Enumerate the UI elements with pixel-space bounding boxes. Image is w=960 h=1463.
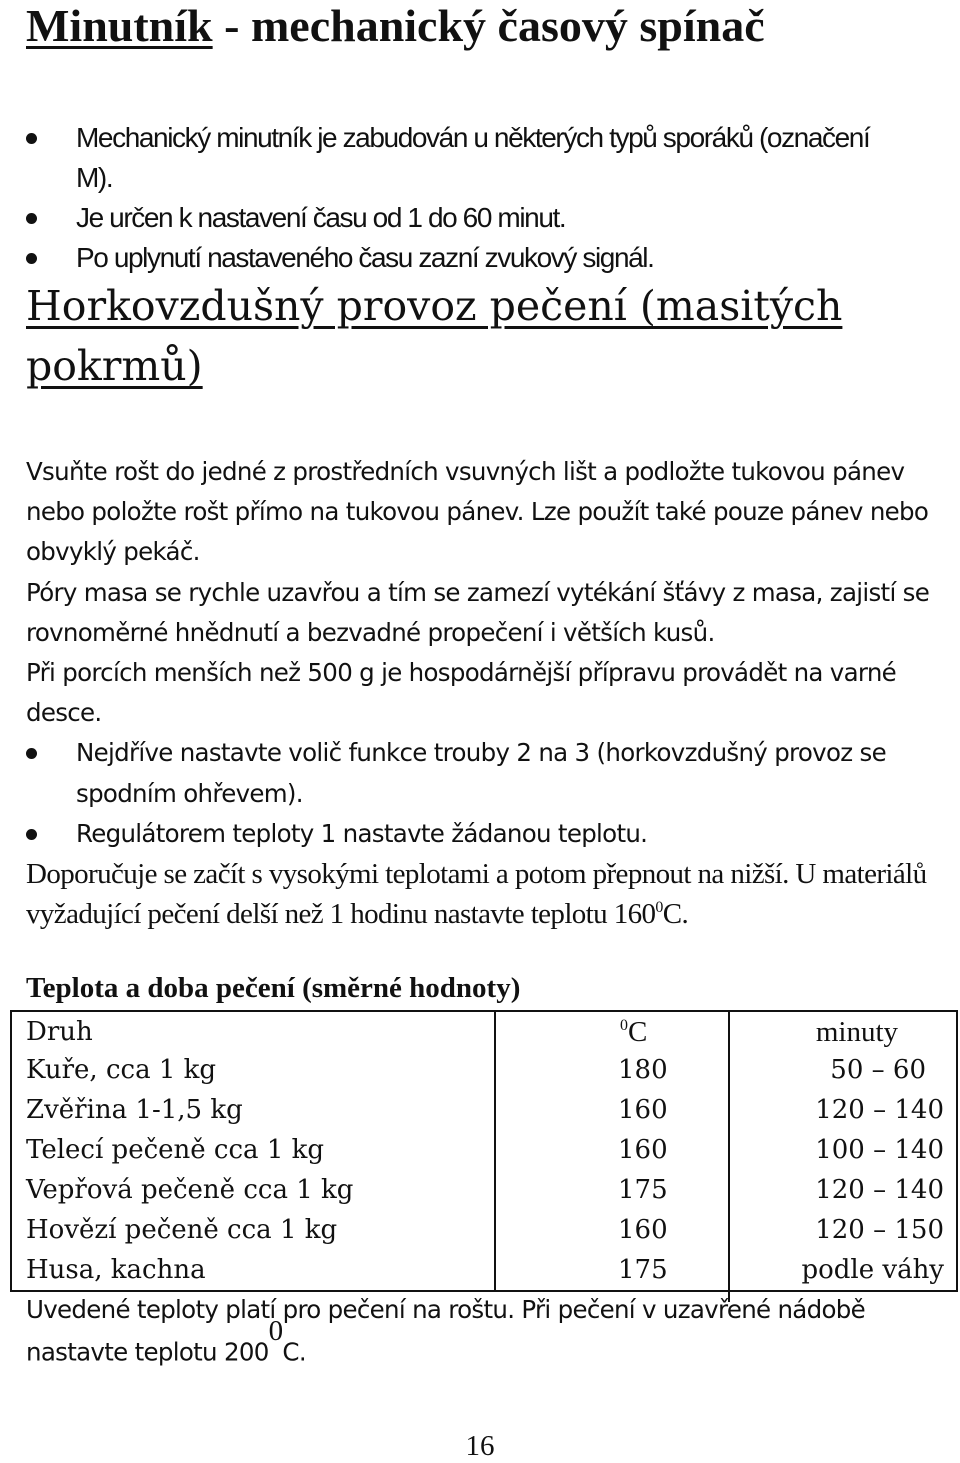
list-item-text: Mechanický minutník je zabudován u některých typů sporáků (označení: [76, 122, 870, 153]
paragraph-text: Doporučuje se začít s vysokými teplotami a potom přepnout na nižší. U materiálů vyžadující pečení delší než 1 hodinu nastavte teplotu 160: [26, 858, 927, 931]
cell-time: 50 – 60: [830, 1055, 926, 1085]
list-item-text: Je určen k nastavení času od 1 do 60 minut.: [76, 202, 566, 233]
table-row: [12, 1170, 956, 1210]
baking-table: [10, 1010, 958, 1292]
cell-temp: 175: [618, 1175, 668, 1205]
list-item: [0, 238, 960, 278]
paragraph: [26, 452, 960, 573]
list-item: [0, 118, 960, 198]
table-row: [12, 1090, 956, 1130]
footnote-text: C.: [282, 1336, 306, 1366]
list-item: [26, 814, 960, 854]
cell-temp: 160: [618, 1095, 668, 1125]
header-temperature: $^0$C: [620, 1016, 648, 1048]
cell-druh: Hovězí pečeně cca 1 kg: [26, 1215, 338, 1245]
paragraph: Při porcích menších než 500 g je hospodárnější přípravu provádět na varné desce.: [26, 658, 897, 728]
table-footnote: [26, 1290, 960, 1372]
degree-superscript: 0: [655, 899, 663, 917]
list-item: [26, 733, 960, 813]
page-number: 16: [465, 1430, 495, 1462]
list-item: [0, 198, 960, 238]
paragraph: Póry masa se rychle uzavřou a tím se zamezí vytékání šťávy z masa, zajistí se rovnoměrné hnědnutí a bezvadné propečení i větších kusů.: [26, 577, 930, 647]
cell-temp: 160: [618, 1215, 668, 1245]
cell-druh: Zvěřina 1-1,5 kg: [26, 1095, 243, 1125]
timer-bullet-list: [0, 118, 960, 278]
cell-time: 120 – 140: [815, 1175, 944, 1205]
cell-time: 100 – 140: [815, 1135, 944, 1165]
cell-temp: 180: [618, 1055, 668, 1085]
cell-time: 120 – 140: [815, 1095, 944, 1125]
section-body: [26, 452, 960, 934]
cell-druh: Husa, kachna: [26, 1255, 206, 1285]
list-item-text: Regulátorem teploty 1 nastavte žádanou teplotu.: [76, 818, 648, 848]
paragraph: [26, 854, 960, 934]
cell-time: 120 – 150: [815, 1215, 944, 1245]
cell-time: podle váhy: [801, 1255, 944, 1285]
list-item-text-cont: M).: [76, 162, 113, 193]
table-row: [12, 1250, 956, 1290]
cell-temp: 175: [618, 1255, 668, 1285]
title-rest: - mechanický časový spínač: [212, 0, 765, 51]
paragraph-text: C.: [662, 898, 689, 931]
table-row: [12, 1050, 956, 1090]
paragraph-text: Lze použít také pouze pánev nebo obvyklý pekáč.: [26, 497, 929, 567]
table-row: [12, 1130, 956, 1170]
header-minutes: minuty: [815, 1016, 898, 1048]
cell-temp: 160: [618, 1135, 668, 1165]
section-heading: Horkovzdušný provoz pečení (masitých pokrmů): [26, 282, 843, 390]
bullet-icon: [26, 133, 37, 144]
table-header-row: [12, 1012, 956, 1052]
bullet-icon: [26, 213, 37, 224]
paragraph-text: Vsuňte rošt do jedné z prostředních vsuvných lišt a podložte tukovou pánev nebo položte rošt přímo na tukovou pánev.: [26, 457, 905, 527]
bullet-icon: [26, 748, 37, 759]
cell-druh: Kuře, cca 1 kg: [26, 1055, 217, 1085]
header-druh: Druh: [26, 1017, 93, 1047]
page-title: [26, 0, 765, 52]
bullet-icon: [26, 829, 37, 840]
list-item-text: Nejdříve nastavte volič funkce trouby 2 na 3 (horkovzdušný provoz se spodním ohřevem).: [76, 738, 886, 808]
degree-superscript: 0: [268, 1314, 283, 1347]
table-caption: Teplota a doba pečení (směrné hodnoty): [26, 972, 521, 1004]
footnote-text: Uvedené teploty platí pro pečení na roštu. Při pečení v uzavřené nádobě nastavte teplotu 200: [26, 1295, 865, 1366]
bullet-icon: [26, 253, 37, 264]
title-minutnik: Minutník: [26, 0, 213, 51]
list-item-text: Po uplynutí nastaveného času zazní zvukový signál.: [76, 242, 654, 273]
cell-druh: Vepřová pečeně cca 1 kg: [26, 1175, 354, 1205]
table-row: [12, 1210, 956, 1250]
cell-druh: Telecí pečeně cca 1 kg: [26, 1135, 325, 1165]
